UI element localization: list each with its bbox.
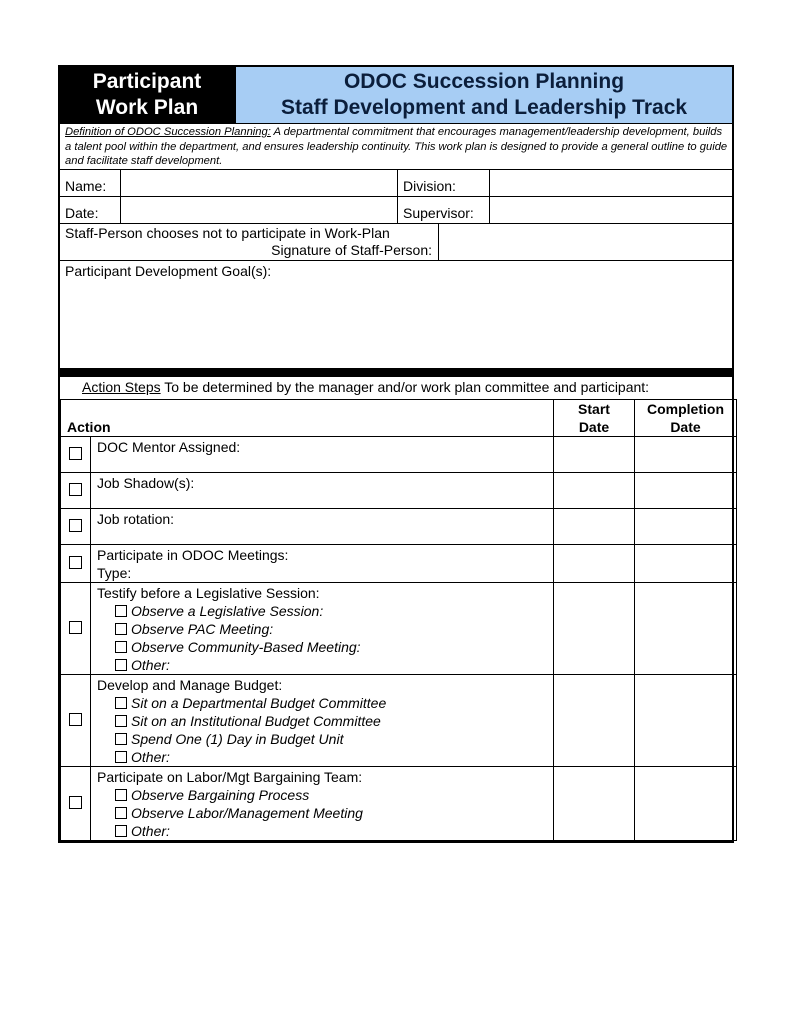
checkbox[interactable]: [69, 621, 82, 634]
table-row: [61, 509, 737, 545]
checkbox[interactable]: [69, 519, 82, 532]
action-steps-text: To be determined by the manager and/or work plan committee and participant:: [160, 379, 650, 395]
table-header-row: [61, 400, 737, 437]
action-steps-table: [60, 399, 737, 841]
completion-date-cell[interactable]: [635, 509, 737, 545]
sub-checkbox[interactable]: [115, 697, 127, 709]
checkbox[interactable]: [69, 556, 82, 569]
sub-option-label: Other:: [131, 823, 170, 839]
row-checkbox-cell: [61, 675, 91, 767]
opt-out-row: [60, 223, 732, 260]
start-date-cell[interactable]: [554, 675, 635, 767]
name-row: [60, 169, 732, 196]
date-label: Date:: [65, 205, 99, 221]
development-goals-field[interactable]: [60, 260, 732, 368]
start-date-cell[interactable]: [554, 583, 635, 675]
sub-checkbox[interactable]: [115, 641, 127, 653]
start-date-cell[interactable]: [554, 473, 635, 509]
staff-signature-label: Signature of Staff-Person:: [271, 242, 432, 258]
col-action-header: Action: [61, 400, 554, 437]
sub-checkbox[interactable]: [115, 605, 127, 617]
sub-option: [97, 730, 553, 748]
sub-option: [97, 694, 553, 712]
sub-option-label: Observe a Legislative Session:: [131, 603, 324, 619]
action-cell: [91, 509, 554, 545]
sub-option: [97, 620, 553, 638]
table-row: [61, 437, 737, 473]
sub-option-label: Sit on an Institutional Budget Committee: [131, 713, 381, 729]
staff-signature-field[interactable]: [438, 224, 732, 260]
program-title-block: [234, 67, 732, 123]
sub-option: [97, 712, 553, 730]
sub-option: [97, 748, 553, 766]
supervisor-label: Supervisor:: [397, 197, 489, 223]
development-goals-label: Participant Development Goal(s):: [65, 263, 272, 279]
row-checkbox-cell: [61, 509, 91, 545]
sub-option-label: Other:: [131, 657, 170, 673]
row-checkbox-cell: [61, 545, 91, 583]
table-row: [61, 767, 737, 841]
col-completion-line2: Date: [670, 419, 701, 435]
action-cell: [91, 675, 554, 767]
row-checkbox-cell: [61, 473, 91, 509]
sub-option-label: Observe Labor/Management Meeting: [131, 805, 363, 821]
action-title: Job Shadow(s):: [97, 475, 195, 491]
start-date-cell[interactable]: [554, 509, 635, 545]
name-label: Name:: [65, 178, 107, 194]
form-title-line1: Participant: [92, 70, 202, 93]
completion-date-cell[interactable]: [635, 583, 737, 675]
division-label: Division:: [397, 170, 489, 196]
definition-label: Definition of ODOC Succession Planning:: [65, 126, 271, 138]
action-title: Develop and Manage Budget:: [97, 677, 283, 693]
action-title: Testify before a Legislative Session:: [97, 585, 320, 601]
program-title-line2: Staff Development and Leadership Track: [280, 96, 688, 119]
action-cell: [91, 473, 554, 509]
definition-text: A departmental commitment that encourages management/leadership development, builds a talent pool within the department, and ensures leadership continuity. This work plan is designed to provide a general outline to guide and facilitate staff development.: [65, 126, 728, 167]
completion-date-cell[interactable]: [635, 675, 737, 767]
completion-date-cell[interactable]: [635, 437, 737, 473]
checkbox[interactable]: [69, 713, 82, 726]
completion-date-cell[interactable]: [635, 473, 737, 509]
action-cell: [91, 437, 554, 473]
sub-option-label: Observe Community-Based Meeting:: [131, 639, 361, 655]
date-row: [60, 196, 732, 223]
action-title: Job rotation:: [97, 511, 175, 527]
division-field[interactable]: [489, 170, 732, 196]
action-steps-label: Action Steps: [82, 379, 161, 395]
sub-option-label: Observe PAC Meeting:: [131, 621, 274, 637]
sub-option: [97, 602, 553, 620]
action-cell: [91, 583, 554, 675]
start-date-cell[interactable]: [554, 767, 635, 841]
table-row: [61, 583, 737, 675]
supervisor-field[interactable]: [489, 197, 732, 223]
form-title-line2: Work Plan: [95, 96, 199, 119]
col-start-date-header: [554, 400, 635, 437]
col-completion-date-header: [635, 400, 737, 437]
checkbox[interactable]: [69, 447, 82, 460]
sub-checkbox[interactable]: [115, 789, 127, 801]
action-title: Participate on Labor/Mgt Bargaining Team:: [97, 769, 363, 785]
checkbox[interactable]: [69, 796, 82, 809]
form-title-block: [60, 67, 234, 123]
table-row: [61, 675, 737, 767]
sub-option: [97, 786, 553, 804]
sub-checkbox[interactable]: [115, 825, 127, 837]
completion-date-cell[interactable]: [635, 545, 737, 583]
sub-option: [97, 804, 553, 822]
action-title: Participate in ODOC Meetings:: [97, 547, 289, 563]
sub-option-label: Sit on a Departmental Budget Committee: [131, 695, 387, 711]
sub-checkbox[interactable]: [115, 623, 127, 635]
action-type-label: Type:: [97, 565, 132, 581]
form-header: [60, 67, 732, 123]
table-row: [61, 473, 737, 509]
col-start-line2: Date: [578, 419, 610, 435]
sub-option-label: Spend One (1) Day in Budget Unit: [131, 731, 344, 747]
program-title-line1: ODOC Succession Planning: [343, 70, 625, 93]
sub-option: [97, 822, 553, 840]
action-steps-intro: [60, 377, 732, 399]
action-cell: [91, 767, 554, 841]
sub-option-label: Other:: [131, 749, 170, 765]
sub-checkbox[interactable]: [115, 715, 127, 727]
opt-out-label-block: [60, 224, 438, 260]
col-completion-line1: Completion: [647, 401, 724, 417]
action-title: DOC Mentor Assigned:: [97, 439, 241, 455]
form-frame: [58, 65, 734, 843]
completion-date-cell[interactable]: [635, 767, 737, 841]
sub-checkbox[interactable]: [115, 751, 127, 763]
row-checkbox-cell: [61, 583, 91, 675]
section-divider: [60, 368, 732, 377]
sub-checkbox[interactable]: [115, 733, 127, 745]
action-cell: [91, 545, 554, 583]
sub-option-label: Observe Bargaining Process: [131, 787, 310, 803]
sub-option: [97, 656, 553, 674]
date-field[interactable]: [120, 197, 397, 223]
opt-out-statement: Staff-Person chooses not to participate in Work-Plan: [65, 225, 390, 241]
row-checkbox-cell: [61, 437, 91, 473]
table-row: [61, 545, 737, 583]
start-date-cell[interactable]: [554, 545, 635, 583]
sub-checkbox[interactable]: [115, 807, 127, 819]
sub-checkbox[interactable]: [115, 659, 127, 671]
checkbox[interactable]: [69, 483, 82, 496]
start-date-cell[interactable]: [554, 437, 635, 473]
definition-block: [60, 123, 732, 169]
row-checkbox-cell: [61, 767, 91, 841]
name-field[interactable]: [120, 170, 397, 196]
col-start-line1: Start: [578, 401, 610, 417]
work-plan-form: [58, 65, 734, 843]
sub-option: [97, 638, 553, 656]
